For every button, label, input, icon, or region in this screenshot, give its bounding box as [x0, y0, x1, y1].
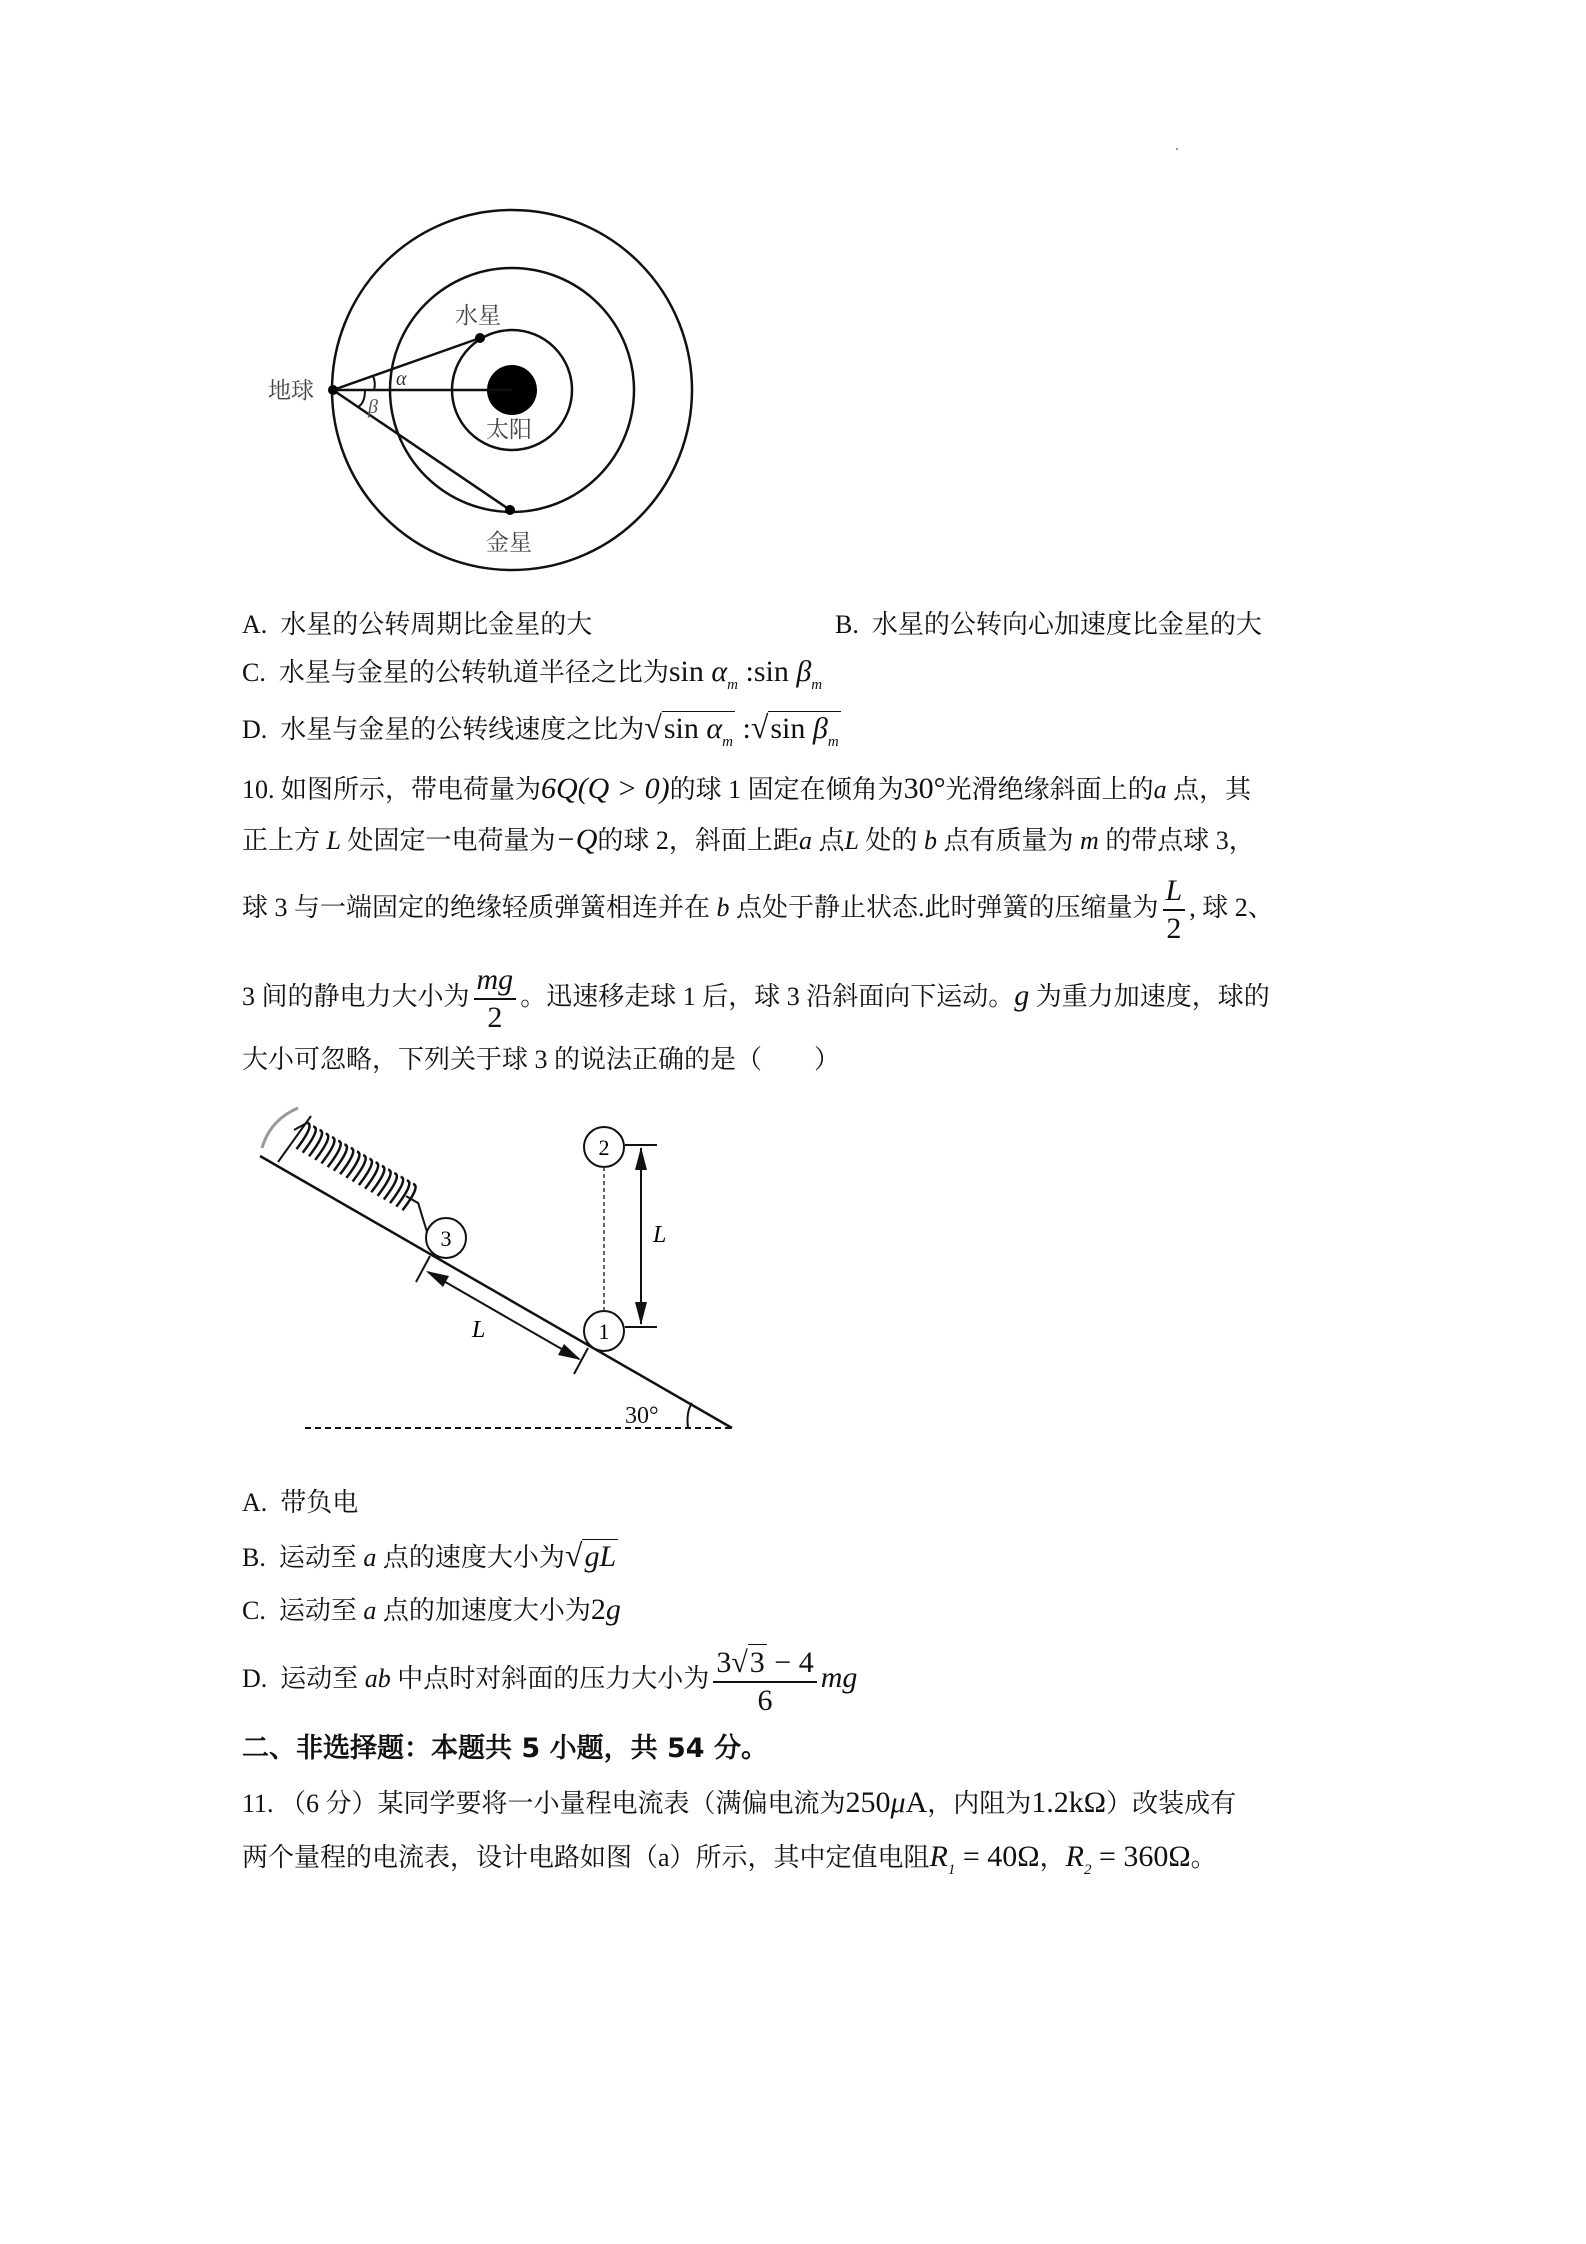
- venus-label: 金星: [486, 530, 532, 555]
- ratio-expression: √sin $\alpha_m$ :√sin $\beta_m$: [644, 712, 840, 745]
- sun-label: 太阳: [486, 417, 532, 442]
- ball-1-label: 1: [598, 1319, 610, 1344]
- q10-line-4: 3 间的静电力大小为 $\frac{mg}{2}$ 。迅速移走球 1 后，球 3 沿斜面向下运动。g 为重力加速度，球的: [242, 963, 1270, 1035]
- mercury-label: 水星: [455, 303, 501, 328]
- section-2-heading: 二、非选择题：本题共 5 小题，共 54 分。: [242, 1733, 768, 1764]
- angle-arc: [688, 1403, 693, 1428]
- option-label: A.: [242, 1488, 268, 1517]
- q10-option-b: B. 运动至 a 点的速度大小为√gL: [242, 1537, 617, 1573]
- option-text: 水星的公转向心加速度比金星的大: [871, 610, 1262, 639]
- stray-dot: [1176, 148, 1178, 150]
- q10-option-d: D. 运动至 ab 中点时对斜面的压力大小为 $\frac{3√3 - 4}{6}$ mg: [242, 1645, 858, 1717]
- q10-option-c: C. 运动至 a 点的加速度大小为2g: [242, 1593, 621, 1626]
- spring-coils: [297, 1123, 416, 1210]
- ball-2-label: 2: [598, 1135, 610, 1160]
- q9-option-a: [242, 608, 592, 642]
- option-text: 水星与金星的公转线速度之比为: [280, 715, 645, 744]
- vertical-l-label: L: [653, 1222, 667, 1248]
- q11-line-2: 两个量程的电流表，设计电路如图（a）所示，其中定值电阻$R_1 = 40\Omega$，$R_2 = 360\Omega$。: [242, 1840, 1217, 1878]
- arrow-upleft: [426, 1271, 449, 1287]
- q9-option-c: [242, 655, 822, 702]
- beta-arc: [358, 390, 365, 407]
- q10-option-a: [242, 1486, 358, 1520]
- beta-label: β: [368, 396, 378, 418]
- alpha-arc: [373, 376, 375, 390]
- q10-line-2: 正上方 L 处固定一电荷量为−Q的球 2，斜面上距a 点L 处的 b 点有质量为 m 的带点球 3，: [242, 823, 1255, 856]
- earth-venus-line: [333, 390, 510, 510]
- option-label: D.: [242, 1664, 268, 1693]
- ball-3-label: 3: [440, 1226, 452, 1251]
- incline-diagram: [250, 1100, 750, 1440]
- dim-tick-b: [416, 1256, 430, 1282]
- dim-tick-a: [574, 1348, 588, 1374]
- mercury-dot: [475, 333, 485, 343]
- arrow-up: [635, 1147, 647, 1170]
- venus-dot: [505, 505, 515, 515]
- q9-option-d: [242, 710, 841, 759]
- option-label: B.: [242, 1543, 266, 1572]
- spring: [294, 1123, 427, 1232]
- option-label: C.: [242, 1596, 266, 1625]
- option-text: 水星的公转周期比金星的大: [280, 610, 593, 639]
- dim-incline: [428, 1272, 579, 1359]
- option-text: 水星与金星的公转轨道半径之比为: [278, 658, 669, 687]
- q10-line-3: 球 3 与一端固定的绝缘轻质弹簧相连并在 b 点处于静止状态.此时弹簧的压缩量为 $\frac{L}{2}$ , 球 2、: [242, 874, 1274, 946]
- option-label: D.: [242, 715, 268, 744]
- alpha-label: α: [396, 368, 407, 390]
- incline-l-label: L: [472, 1317, 486, 1343]
- earth-dot: [328, 385, 338, 395]
- q11-line-1: 11. （6 分）某同学要将一小量程电流表（满偏电流为250μA，内阻为1.2kΩ）改装成有: [242, 1786, 1237, 1819]
- q9-option-b: [835, 608, 1262, 642]
- ratio-expression: $\sin \alpha_m$ :sin $\beta_m$: [668, 655, 823, 693]
- option-label: A.: [242, 610, 268, 639]
- fraction-l-over-2: $\frac{L}{2}$: [1163, 873, 1186, 947]
- q10-line-5: 大小可忽略，下列关于球 3 的说法正确的是（ ）: [242, 1045, 841, 1074]
- arrow-down: [635, 1302, 647, 1325]
- option-label: C.: [242, 658, 266, 687]
- question-number: 10.: [242, 775, 275, 804]
- fraction-mg-over-2: $\frac{mg}{2}$: [474, 962, 517, 1036]
- fraction-pressure: $\frac{3√3 - 4}{6}$: [713, 1644, 816, 1719]
- option-label: B.: [835, 610, 859, 639]
- orbit-diagram: [240, 170, 720, 590]
- earth-label: 地球: [268, 378, 314, 403]
- q10-line-1: 10. 如图所示，带电荷量为6Q(Q > 0)的球 1 固定在倾角为30°光滑绝缘斜面上的a 点，其: [242, 772, 1252, 805]
- incline-surface: [260, 1156, 732, 1428]
- angle-label: 30°: [625, 1403, 659, 1429]
- option-text: 带负电: [280, 1488, 359, 1517]
- arrow-downright: [558, 1344, 581, 1360]
